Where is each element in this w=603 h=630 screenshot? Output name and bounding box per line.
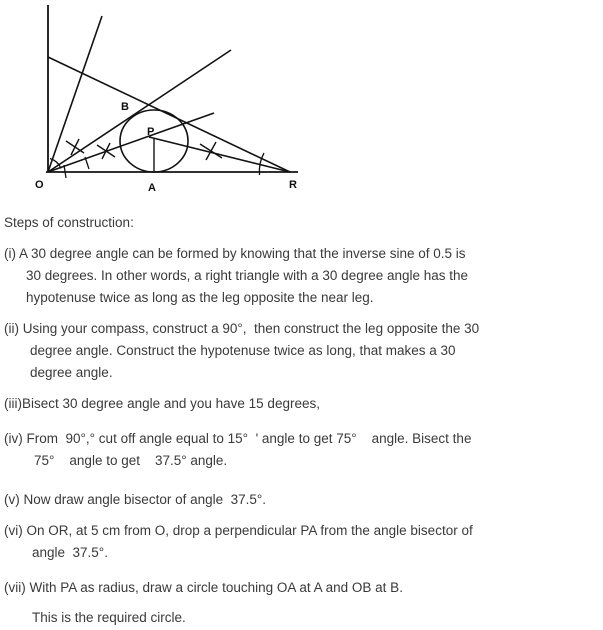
step-line (4, 318, 603, 340)
step-label: (ii) (4, 321, 23, 336)
ray-75deg (48, 16, 102, 172)
tangent-line-RB (48, 57, 290, 172)
step-line (4, 428, 603, 450)
step-text: Using your compass, construct a 90°, then construct the leg opposite the 30 (22, 321, 480, 336)
step-ii (4, 318, 603, 384)
x-mark-1 (66, 139, 84, 155)
step-line (4, 577, 603, 599)
label-B: B (121, 101, 129, 113)
label-A: A (148, 182, 156, 194)
step-line (4, 520, 603, 542)
construction-diagram (0, 0, 310, 200)
label-P: P (147, 126, 155, 138)
step-line: 30 degrees. In other words, a right triangle with a 30 degree angle has the (26, 268, 469, 283)
step-label: (vii) (4, 580, 30, 595)
step-line: degree angle. Construct the hypotenuse twice as long, that makes a 30 (30, 343, 456, 358)
step-text: From 90°,° cut off angle equal to 15° ' angle to get 75° angle. Bisect the (26, 431, 472, 446)
step-text: With PA as radius, draw a circle touching OA at A and OB at B. (29, 580, 403, 595)
step-line: degree angle. (30, 365, 113, 380)
step-iv (4, 428, 603, 472)
ray-OB (48, 50, 231, 172)
step-text: On OR, at 5 cm from O, drop a perpendicular PA from the angle bisector of (26, 523, 473, 538)
label-O: O (35, 179, 44, 191)
step-text: Bisect 30 degree angle and you have 15 degrees, (22, 396, 320, 411)
section-title: Steps of construction: (4, 215, 134, 230)
step-label: (v) (4, 492, 24, 507)
bisector-line-RP (149, 137, 290, 172)
step-label: (iv) (4, 431, 27, 446)
step-label: (i) (4, 246, 19, 261)
step-label: (iii) (4, 396, 22, 411)
step-iii (4, 393, 603, 415)
label-R: R (289, 179, 297, 191)
step-label: (vi) (4, 523, 27, 538)
step-line (4, 243, 603, 265)
step-text: Now draw angle bisector of angle 37.5°. (23, 492, 267, 507)
step-v (4, 489, 603, 511)
step-line (4, 489, 603, 511)
step-line: 75° angle to get 37.5° angle. (34, 453, 228, 468)
step-text: A 30 degree angle can be formed by knowing that the inverse sine of 0.5 is (19, 246, 466, 261)
x-mark-2 (97, 143, 115, 159)
step-line: hypotenuse twice as long as the leg opposite the near leg. (26, 290, 374, 305)
step-vii (4, 577, 603, 599)
conclusion-text: This is the required circle. (32, 610, 186, 625)
step-line: angle 37.5°. (32, 545, 108, 560)
steps-text-block (0, 212, 603, 629)
step-vi (4, 520, 603, 564)
step-i (4, 243, 603, 309)
step-line (4, 393, 603, 415)
